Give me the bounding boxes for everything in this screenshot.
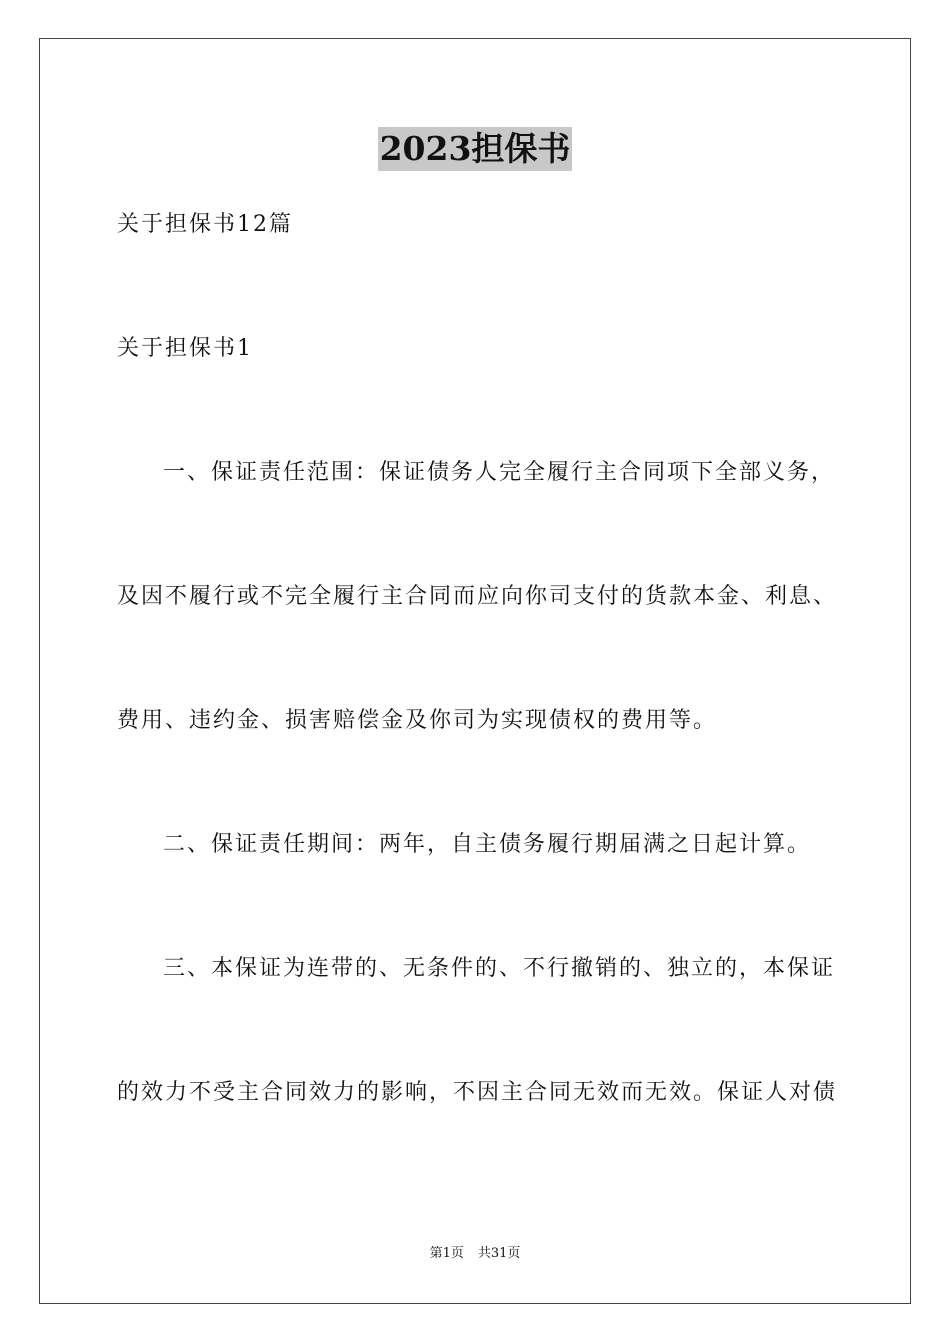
document-title: 2023担保书 — [378, 127, 573, 171]
title-container — [0, 127, 950, 171]
section-heading: 关于担保书1 — [117, 336, 253, 361]
paragraph-line: 三、本保证为连带的、无条件的、不行撤销的、独立的，本保证 — [163, 956, 836, 981]
page-number: 第1页 — [429, 1246, 464, 1261]
page-footer — [0, 1245, 950, 1263]
paragraph-line: 及因不履行或不完全履行主合同而应向你司支付的货款本金、利息、 — [117, 584, 838, 609]
subtitle: 关于担保书12篇 — [117, 212, 293, 237]
paragraph-line: 二、保证责任期间：两年，自主债务履行期届满之日起计算。 — [163, 832, 812, 857]
page-total: 共31页 — [477, 1246, 521, 1261]
paragraph-line: 的效力不受主合同效力的影响，不因主合同无效而无效。保证人对债 — [117, 1080, 838, 1105]
paragraph-line: 一、保证责任范围：保证债务人完全履行主合同项下全部义务， — [163, 460, 836, 485]
paragraph-line: 费用、违约金、损害赔偿金及你司为实现债权的费用等。 — [117, 708, 718, 733]
